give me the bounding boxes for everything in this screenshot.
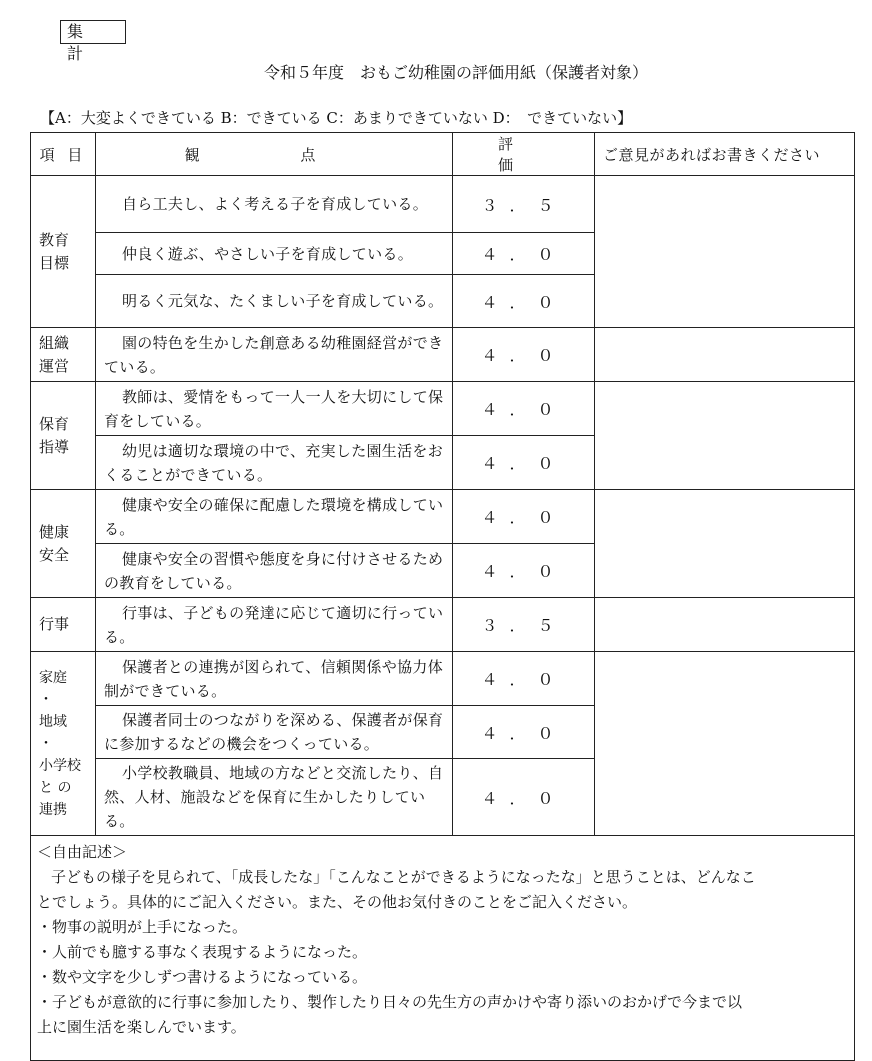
evaluation-table	[30, 132, 855, 1061]
viewpoint-cell: 保護者との連携が図られて、信頼関係や協力体制ができている。	[96, 652, 453, 706]
comment-line: 上に園生活を楽しんでいます。	[37, 1018, 246, 1036]
score-cell: ４．０	[453, 490, 595, 544]
viewpoint-cell: 健康や安全の習慣や態度を身に付けさせるための教育をしている。	[96, 544, 453, 598]
comment-line: ・子どもが意欲的に行事に参加したり、製作したり日々の先生方の声かけや寄り添いのおかげで今まで以	[37, 993, 743, 1011]
viewpoint-cell: 幼児は適切な環境の中で、充実した園生活をおくることができている。	[96, 436, 453, 490]
score-cell: ４．０	[453, 759, 595, 836]
rating-legend: 【A：大変よくできている B：できている C：あまりできていない D： できていない】	[40, 109, 633, 127]
viewpoint-cell: 行事は、子どもの発達に応じて適切に行っている。	[96, 598, 453, 652]
free-prompt: とでしょう。具体的にご記入ください。また、その他お気付きのことをご記入ください。	[37, 893, 638, 911]
score-cell: ３．５	[453, 598, 595, 652]
viewpoint-cell: 小学校教職員、地域の方などと交流したり、自然、人材、施設などを保育に生かしたりしている。	[96, 759, 453, 836]
opinion-cell[interactable]	[595, 490, 855, 598]
free-prompt: 子どもの様子を見られて、「成長したな」「こんなことができるようになったな」と思うことは、どんなこ	[51, 868, 756, 886]
viewpoint-cell: 園の特色を生かした創意ある幼稚園経営ができている。	[96, 328, 453, 382]
free-description-cell	[31, 836, 855, 1061]
category-cell: 教育 目標	[31, 176, 96, 328]
free-heading: ＜自由記述＞	[37, 843, 128, 861]
comment-line: ・数や文字を少しずつ書けるようになっている。	[37, 968, 368, 986]
opinion-cell[interactable]	[595, 176, 855, 328]
table-row	[31, 598, 855, 652]
category-cell: 組織 運営	[31, 328, 96, 382]
table-row	[31, 490, 855, 544]
table-row	[31, 382, 855, 436]
score-cell: ４．０	[453, 328, 595, 382]
score-cell: ４．０	[453, 275, 595, 328]
viewpoint-cell: 仲良く遊ぶ、やさしい子を育成している。	[96, 233, 453, 275]
score-cell: ４．０	[453, 436, 595, 490]
viewpoint-cell: 自ら工夫し、よく考える子を育成している。	[96, 176, 453, 233]
header-row	[31, 133, 855, 176]
score-cell: ３．５	[453, 176, 595, 233]
score-cell: ４．０	[453, 652, 595, 706]
opinion-cell[interactable]	[595, 598, 855, 652]
opinion-cell[interactable]	[595, 652, 855, 836]
header-item: 項 目	[31, 133, 96, 176]
score-cell: ４．０	[453, 233, 595, 275]
category-cell: 行事	[31, 598, 96, 652]
opinion-cell[interactable]	[595, 328, 855, 382]
header-evaluation: 評 価	[453, 133, 595, 176]
category-cell: 健康 安全	[31, 490, 96, 598]
header-opinion: ご意見があればお書きください	[595, 133, 855, 176]
viewpoint-cell: 保護者同士のつながりを深める、保護者が保育に参加するなどの機会をつくっている。	[96, 706, 453, 759]
viewpoint-cell: 教師は、愛情をもって一人一人を大切にして保育をしている。	[96, 382, 453, 436]
table-row	[31, 328, 855, 382]
free-description-row	[31, 836, 855, 1061]
category-cell: 家庭 ・ 地域 ・ 小学校 と の 連携	[31, 652, 96, 836]
score-cell: ４．０	[453, 382, 595, 436]
comment-line: ・人前でも臆する事なく表現するようになった。	[37, 943, 368, 961]
viewpoint-cell: 健康や安全の確保に配慮した環境を構成している。	[96, 490, 453, 544]
category-cell: 保育 指導	[31, 382, 96, 490]
viewpoint-cell: 明るく元気な、たくましい子を育成している。	[96, 275, 453, 328]
comment-line: ・物事の説明が上手になった。	[37, 918, 248, 936]
summary-tag: 集 計	[60, 20, 126, 44]
score-cell: ４．０	[453, 544, 595, 598]
header-viewpoint: 観 点	[96, 133, 453, 176]
table-row	[31, 176, 855, 233]
score-cell: ４．０	[453, 706, 595, 759]
document-title: 令和５年度 おもご幼稚園の評価用紙（保護者対象）	[263, 63, 648, 82]
opinion-cell[interactable]	[595, 382, 855, 490]
table-row	[31, 652, 855, 706]
